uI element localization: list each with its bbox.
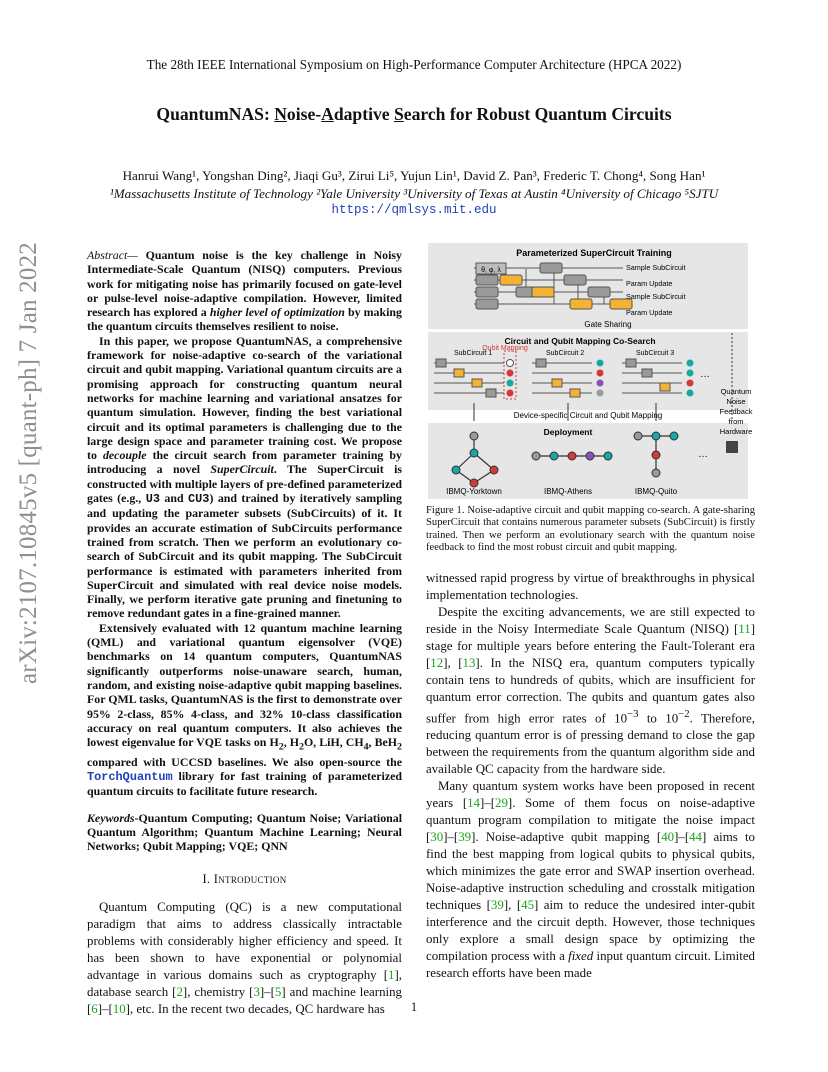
intro-p1: Quantum Computing (QC) is a new computational paradigm that aims to address classically intractable problems with considerably higher efficiency and speed. It has been shown to have exponential or polynomial advantage in various domains such as cryptography [1], database search [2], chemistry [3]–[5] and machine learning [6]–[10], etc. In the recent two decades, QC hardware has (87, 899, 402, 1016)
abstract-label: Abstract— (87, 248, 138, 262)
device-athens: IBMQ-Athens (543, 487, 593, 496)
quito-qubit (652, 469, 660, 477)
intro-r-p1: Despite the exciting advancements, we are still expected to reside in the Noisy Intermediate Scale Quantum (NISQ) [11] stage for multiple years before entering the Fault-Tolerant era [12], [13]. In the NISQ era, quantum computers typically contain tens to hundreds of qubits, which are insufficient for quantum error correction. The qubits and quantum gates also suffer from high error rates of $10^{-3}$ to $10^{-2}$. Therefore, reducing quantum error is of pressing demand to close the gap between the requirements from the quantum algorithm side and available QC capacity from the hardware side. (426, 605, 755, 777)
quito-qubit (634, 432, 642, 440)
abstract (87, 248, 402, 799)
qubit-mapping-label: Qubit Mapping (482, 345, 528, 352)
yorktown-qubit (490, 466, 498, 474)
athens-qubit (550, 452, 558, 460)
yorktown-qubit (452, 466, 460, 474)
arxiv-stamp: arXiv:2107.10845v5 [quant-ph] 7 Jan 2022 (15, 242, 42, 684)
page-number: 1 (410, 1000, 418, 1014)
left-column (87, 248, 402, 1018)
subcircuit-2-label: SubCircuit 2 (546, 350, 585, 357)
yorktown-qubit (470, 449, 478, 457)
device-quito: IBMQ-Quito (634, 487, 678, 496)
affiliations-line: ¹Massachusetts Institute of Technology ²Yale University ³University of Texas at Austin ⁴University of Chicago ⁵SJTU (109, 185, 719, 201)
athens-qubit (586, 452, 594, 460)
device-yorktown: IBMQ-Yorktown (446, 487, 502, 496)
caption-label: Figure 1. (426, 505, 465, 516)
section-heading-introduction: I. Introduction (202, 871, 287, 886)
quito-qubit (670, 432, 678, 440)
authors-line: Hanrui Wang¹, Yongshan Ding², Jiaqi Gu³, Zirui Li⁵, Yujun Lin¹, David Z. Pan³, Frederic T. Chong⁴, Song Han¹ (122, 168, 706, 183)
sample-subcircuit-2: Sample SubCircuit (626, 292, 686, 301)
conference-header: The 28th IEEE International Symposium on High-Performance Computer Architecture (HPCA 2022) (146, 57, 682, 72)
subcircuit-1-label: SubCircuit 1 (454, 350, 493, 357)
svg-text:Feedback: Feedback (719, 407, 753, 416)
panel1-title: Parameterized SuperCircuit Training (516, 248, 672, 258)
param-label: θ, φ, λ (481, 267, 501, 274)
right-column (426, 570, 755, 982)
quito-qubit (652, 451, 660, 459)
yorktown-qubit (470, 432, 478, 440)
project-url[interactable]: https://qmlsys.mit.edu (331, 203, 497, 217)
athens-qubit (532, 452, 540, 460)
svg-text:Quantum: Quantum (720, 387, 752, 396)
abstract-p1: Abstract— Quantum noise is the key challenge in Noisy Intermediate-Scale Quantum (NISQ) computers. Previous work for mitigating noise has primarily focused on gate-level or pulse-level noise-adaptive compilation. However, limited research has explored a higher level of optimization by making the quantum circuits themselves resilient to noise. (87, 248, 402, 334)
subcircuit-3-label: SubCircuit 3 (636, 350, 675, 357)
intro-r-p0: witnessed rapid progress by virtue of breakthroughs in physical implementation technologies. (426, 571, 755, 602)
more-subcircuits: … (700, 369, 710, 380)
gate-sharing-label: Gate Sharing (584, 320, 632, 329)
figure-caption (426, 505, 755, 554)
athens-qubit (604, 452, 612, 460)
keywords (87, 811, 402, 854)
abstract-p2: In this paper, we propose QuantumNAS, a comprehensive framework for noise-adaptive co-search of the variational circuit and qubit mapping. Variational quantum circuits are a promising approach for constructing quantum neural networks for machine learning and variational ansatzes for quantum simulation. However, finding the best variational circuit and its optimal parameters is challenging due to the large design space and parameter training cost. We propose to decouple the circuit search from parameter training by introducing a novel SuperCircuit. The SuperCircuit is constructed with multiple layers of pre-defined parameterized gates (e.g., U3 and CU3) and trained by iteratively sampling and updating the parameter subsets (SubCircuits) of it. It provides an accurate estimation of SubCircuits performance trained from scratch. Then we perform an evolutionary co-search of SubCircuit and its qubit mapping. The SubCircuit performance is estimated with parameters inherited from SuperCircuit and simulated with real device noise models. Finally, we perform iterative gate pruning and finetuning to remove redundant gates in a fine-grained manner. (87, 333, 402, 621)
param-update-2: Param Update (626, 308, 673, 317)
author-block (0, 167, 828, 220)
title-text: QuantumNAS: Noise-Adaptive Search for Robust Quantum Circuits (156, 104, 672, 124)
more-devices: … (698, 449, 708, 460)
figure-1 (428, 243, 756, 500)
keywords-text: Quantum Computing; Quantum Noise; Variational Quantum Algorithm; Quantum Machine Learning; Neural Networks; Qubit Mapping; VQE; QNN (87, 810, 402, 854)
intro-r-p2: Many quantum system works have been proposed in recent years [14]–[29]. Some of them focus on noise-adaptive quantum program compilation to mitigate the noise impact [30]–[39]. Noise-adaptive qubit mapping [40]–[44] aims to find the best mapping from logical qubits to physical qubits, which minimizes the gate error and SWAP insertion overhead. Noise-adaptive instruction scheduling and crosstalk mitigation techniques [39], [45] aim to reduce the undesired inter-qubit interference and the circuit depth. However, those techniques only explore a small design space by optimizing the compilation process with a fixed input quantum circuit. Limited research efforts have been made (426, 779, 756, 981)
panel3-title: Deployment (543, 427, 593, 437)
feedback-label (720, 387, 753, 436)
quito-qubit (652, 432, 660, 440)
param-update-1: Param Update (626, 279, 673, 288)
athens-qubit (568, 452, 576, 460)
chip-icon (726, 441, 738, 453)
keywords-label: Keywords- (87, 810, 139, 825)
svg-text:from: from (728, 417, 744, 426)
paper-title (0, 104, 828, 125)
panel2-title: Circuit and Qubit Mapping Co-Search (504, 336, 656, 346)
device-mapping-label: Device-specific Circuit and Qubit Mapping (513, 411, 663, 420)
abstract-p3: Extensively evaluated with 12 quantum machine learning (QML) and variational quantum eigensolver (VQE) benchmarks on 14 quantum computers, QuantumNAS significantly outperforms noise-unaware search, human, random, and existing noise-adaptive qubit mapping baselines. For QML tasks, QuantumNAS is the first to demonstrate over 95% 2-class, 85% 4-class, and 32% 10-class classification accuracy on real quantum computers. It also achieves the lowest eigenvalue for VQE tasks on $H_2$, $H_2O$, LiH, $CH_4$, BeH$_2$ compared with UCCSD baselines. We also open-source the TorchQuantum library for fast training of parameterized quantum circuits to facilitate future research. (87, 620, 402, 799)
svg-text:Noise: Noise (726, 397, 746, 406)
svg-text:Hardware: Hardware (719, 427, 753, 436)
yorktown-qubit (470, 479, 478, 487)
sample-subcircuit-1: Sample SubCircuit (626, 263, 686, 272)
caption-text: Noise-adaptive circuit and qubit mapping co-search. A gate-sharing SuperCircuit that contains numerous parameter subsets (SubCircuit) is firstly trained. Then we perform an evolutionary search with the quantum noise feedback to find the most robust circuit and qubit mapping. (426, 505, 755, 553)
